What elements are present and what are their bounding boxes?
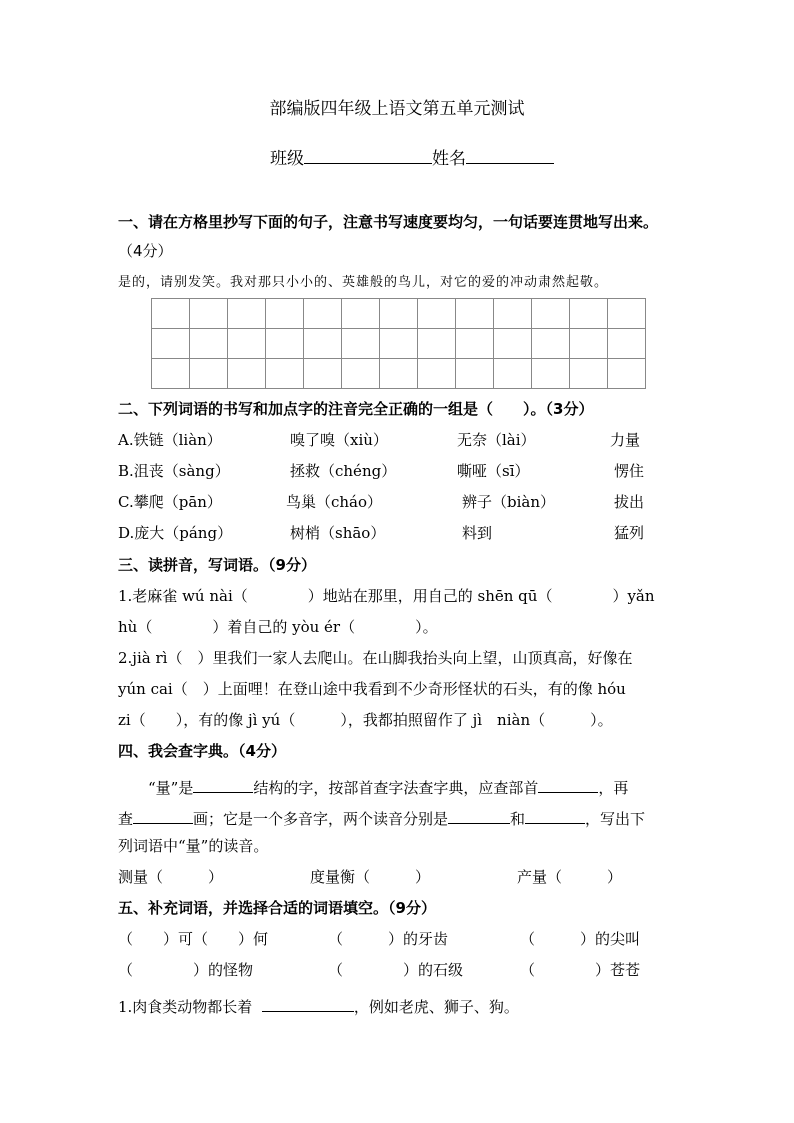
grid-cell[interactable]: [456, 299, 494, 329]
grid-cell[interactable]: [190, 329, 228, 359]
word-chanliang: 产量（ ）: [517, 868, 623, 886]
grid-cell[interactable]: [418, 359, 456, 389]
grid-cell[interactable]: [266, 299, 304, 329]
grid-cell[interactable]: [228, 329, 266, 359]
option-b-word3: 嘶哑（sī）: [457, 462, 530, 480]
grid-cell[interactable]: [304, 329, 342, 359]
structure-blank[interactable]: [193, 774, 253, 793]
fill-word5: （ ）的石级: [328, 961, 464, 979]
option-d-word2: 树梢（shāo）: [290, 524, 386, 542]
grid-cell[interactable]: [152, 329, 190, 359]
fill-word2: （ ）的牙齿: [328, 930, 449, 948]
reading1-blank[interactable]: [448, 805, 510, 824]
word-duliangheng: 度量衡（ ）: [310, 868, 431, 886]
option-a-word1: A.铁链（liàn）: [118, 431, 222, 449]
grid-cell[interactable]: [532, 299, 570, 329]
option-d-word3: 料到: [462, 524, 493, 542]
grid-row: [152, 329, 646, 359]
fill-word3: （ ）的尖叫: [520, 930, 641, 948]
fill-word4: （ ）的怪物: [118, 961, 254, 979]
grid-cell[interactable]: [342, 299, 380, 329]
section2-heading: 二、下列词语的书写和加点字的注音完全正确的一组是（ ）。（3分）: [118, 400, 594, 418]
grid-cell[interactable]: [608, 329, 646, 359]
writing-grid[interactable]: [151, 298, 646, 389]
grid-cell[interactable]: [494, 299, 532, 329]
section4-para-line1: “量”是 结构的字，按部首查字法查字典，应查部首 ，再: [148, 774, 628, 798]
grid-cell[interactable]: [266, 359, 304, 389]
teeth-blank[interactable]: [262, 993, 354, 1012]
grid-cell[interactable]: [570, 299, 608, 329]
grid-cell[interactable]: [532, 329, 570, 359]
grid-cell[interactable]: [228, 359, 266, 389]
grid-cell[interactable]: [304, 299, 342, 329]
section3-heading: 三、读拼音，写词语。（9分）: [118, 556, 316, 574]
section1-heading: 一、请在方格里抄写下面的句子，注意书写速度要均匀，一句话要连贯地写出来。: [118, 213, 659, 231]
option-b-word2: 拯救（chéng）: [290, 462, 397, 480]
student-info-line: [270, 145, 554, 169]
section5-heading: 五、补充词语，并选择合适的词语填空。（9分）: [118, 899, 436, 917]
section3-line1: 1.老麻雀 wú nài（ ）地站在那里，用自己的 shēn qū（ ）yǎn: [118, 587, 655, 605]
grid-cell[interactable]: [342, 329, 380, 359]
grid-cell[interactable]: [456, 329, 494, 359]
option-d-word1: D.庞大（páng）: [118, 524, 233, 542]
section3-line2: hù（ ）着自己的 yòu ér（ ）。: [118, 618, 438, 636]
grid-cell[interactable]: [418, 329, 456, 359]
grid-cell[interactable]: [342, 359, 380, 389]
option-c-word4: 拔出: [614, 493, 645, 511]
reading2-blank[interactable]: [525, 805, 585, 824]
grid-cell[interactable]: [266, 329, 304, 359]
grid-cell[interactable]: [608, 299, 646, 329]
fill-word1: （ ）可（ ）何: [118, 930, 269, 948]
grid-cell[interactable]: [494, 329, 532, 359]
grid-cell[interactable]: [570, 359, 608, 389]
class-label: 班级: [270, 149, 304, 169]
grid-row: [152, 299, 646, 329]
radical-blank[interactable]: [538, 774, 598, 793]
option-d-word4: 猛列: [614, 524, 645, 542]
option-c-word1: C.攀爬（pān）: [118, 493, 222, 511]
option-a-word2: 嗅了嗅（xiù）: [290, 431, 388, 449]
grid-cell[interactable]: [152, 299, 190, 329]
grid-cell[interactable]: [380, 299, 418, 329]
option-a-word4: 力量: [610, 431, 641, 449]
grid-cell[interactable]: [380, 359, 418, 389]
grid-cell[interactable]: [608, 359, 646, 389]
section3-line3: 2.jià rì（ ）里我们一家人去爬山。在山脚我抬头向上望，山顶真高，好像在: [118, 649, 633, 667]
fill-word6: （ ）苍苍: [520, 961, 641, 979]
grid-cell[interactable]: [418, 299, 456, 329]
grid-row: [152, 359, 646, 389]
option-a-word3: 无奈（lài）: [457, 431, 536, 449]
section5-question1: 1.肉食类动物都长着 ，例如老虎、狮子、狗。: [118, 993, 519, 1017]
section1-score: （4分）: [118, 242, 173, 260]
grid-cell[interactable]: [190, 299, 228, 329]
grid-cell[interactable]: [304, 359, 342, 389]
section4-heading: 四、我会查字典。（4分）: [118, 742, 286, 760]
grid-cell[interactable]: [456, 359, 494, 389]
name-blank[interactable]: [466, 145, 554, 164]
class-blank[interactable]: [304, 145, 432, 164]
option-c-word3: 辨子（biàn）: [462, 493, 556, 511]
grid-cell[interactable]: [152, 359, 190, 389]
option-c-word2: 鸟巢（cháo）: [286, 493, 383, 511]
grid-cell[interactable]: [494, 359, 532, 389]
section4-para-line2: 查 画；它是一个多音字，两个读音分别是 和 ，写出下: [118, 805, 645, 829]
option-b-word4: 愣住: [614, 462, 645, 480]
option-b-word1: B.沮丧（sàng）: [118, 462, 230, 480]
stroke-blank[interactable]: [133, 805, 193, 824]
grid-cell[interactable]: [532, 359, 570, 389]
grid-cell[interactable]: [190, 359, 228, 389]
page-title: 部编版四年级上语文第五单元测试: [269, 99, 525, 119]
name-label: 姓名: [432, 149, 466, 169]
section3-line5: zi（ ），有的像 jì yú（ ），我都拍照留作了 jì niàn（ ）。: [118, 711, 613, 729]
grid-cell[interactable]: [380, 329, 418, 359]
grid-cell[interactable]: [228, 299, 266, 329]
section4-para-line3: 列词语中“量”的读音。: [118, 837, 269, 855]
word-celiang: 测量（ ）: [118, 868, 224, 886]
model-sentence: 是的，请别发笑。我对那只小小的、英雄般的鸟儿，对它的爱的冲动肃然起敬。: [118, 275, 609, 290]
grid-cell[interactable]: [570, 329, 608, 359]
section3-line4: yún cai（ ）上面哩！在登山途中我看到不少奇形怪状的石头，有的像 hóu: [118, 680, 626, 698]
